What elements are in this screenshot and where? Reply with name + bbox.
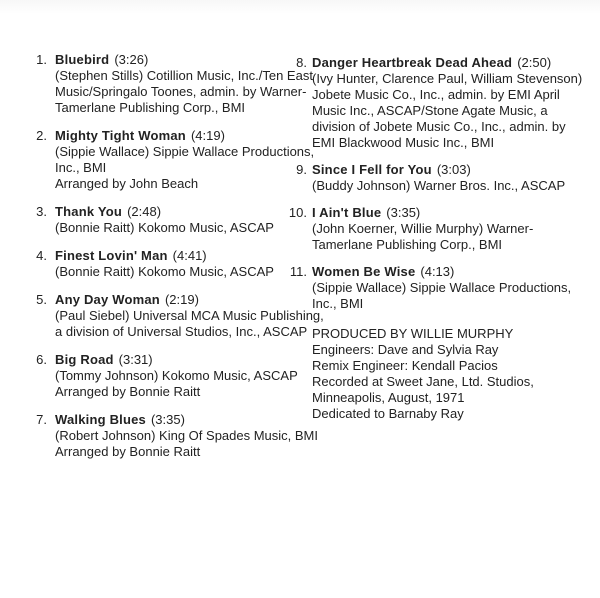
track-title: Big Road <box>55 352 114 367</box>
track-title: Since I Fell for You <box>312 162 432 177</box>
track-credit-line: EMI Blackwood Music Inc., BMI <box>312 135 495 150</box>
track-body <box>307 55 582 151</box>
track-credit-line: a division of Universal Studios, Inc., ASCAP <box>55 324 308 339</box>
track-credit-line: Arranged by John Beach <box>55 176 199 191</box>
track-credit-line: Inc., BMI <box>55 160 107 175</box>
track-number: 5. <box>36 292 47 307</box>
track-title-line <box>312 55 582 71</box>
track-item-6 <box>27 352 298 400</box>
track-title: Women Be Wise <box>312 264 416 279</box>
track-title-line <box>312 205 533 221</box>
track-number: 3. <box>36 204 47 219</box>
track-title: Finest Lovin' Man <box>55 248 168 263</box>
track-credit-line: Jobete Music Co., Inc., admin. by EMI April <box>312 87 560 102</box>
recorded-at-line: Recorded at Sweet Jane, Ltd. Studios, <box>312 374 534 389</box>
track-number: 9. <box>296 162 307 177</box>
track-duration: (4:13) <box>420 264 455 279</box>
track-title-line <box>55 128 314 144</box>
track-number: 2. <box>36 128 47 143</box>
track-item-4 <box>27 248 295 280</box>
track-item-11 <box>283 264 573 312</box>
track-credit-line: (Bonnie Raitt) Kokomo Music, ASCAP <box>55 220 274 235</box>
track-credit-line: Tamerlane Publishing Corp., BMI <box>312 237 503 252</box>
track-duration: (3:35) <box>386 205 421 220</box>
track-credit-line: division of Jobete Music Co., Inc., admin. by <box>312 119 566 134</box>
track-number: 8. <box>296 55 307 70</box>
track-number: 10. <box>288 205 307 220</box>
track-number: 7. <box>36 412 47 427</box>
track-title: Walking Blues <box>55 412 146 427</box>
track-credit-line: (Buddy Johnson) Warner Bros. Inc., ASCAP <box>312 178 566 193</box>
track-credit-line: (Sippie Wallace) Sippie Wallace Productions, <box>312 280 572 295</box>
track-credit-line: (Stephen Stills) Cotillion Music, Inc./Ten East <box>55 68 313 83</box>
track-number: 11. <box>289 264 307 279</box>
track-body <box>307 162 565 194</box>
track-duration: (4:19) <box>190 128 225 143</box>
track-title-line <box>312 162 565 178</box>
track-number: 1. <box>36 52 47 67</box>
track-title-line <box>55 352 298 368</box>
track-credit-line: Music/Springalo Toones, admin. by Warner- <box>55 84 307 99</box>
track-credit-line: Tamerlane Publishing Corp., BMI <box>55 100 246 115</box>
track-title-line <box>55 204 274 220</box>
track-body <box>47 352 298 400</box>
track-title-line <box>55 412 318 428</box>
track-credit-line: (Tommy Johnson) Kokomo Music, ASCAP <box>55 368 298 383</box>
track-title: Mighty Tight Woman <box>55 128 186 143</box>
track-body <box>47 204 274 236</box>
track-duration: (3:35) <box>150 412 185 427</box>
track-item-9 <box>283 162 573 194</box>
track-body <box>307 205 533 253</box>
track-credit-line: (Ivy Hunter, Clarence Paul, William Stevenson) <box>312 71 583 86</box>
track-title: Bluebird <box>55 52 110 67</box>
track-item-3 <box>27 204 295 236</box>
track-title: I Ain't Blue <box>312 205 382 220</box>
track-body <box>47 248 274 280</box>
track-title-line <box>55 248 274 264</box>
track-credit-line: (John Koerner, Willie Murphy) Warner- <box>312 221 534 236</box>
produced-by-line: PRODUCED BY WILLIE MURPHY <box>312 326 514 341</box>
track-credit-line: (Sippie Wallace) Sippie Wallace Productions, <box>55 144 315 159</box>
track-duration: (3:03) <box>436 162 471 177</box>
track-title: Thank You <box>55 204 123 219</box>
track-title: Any Day Woman <box>55 292 160 307</box>
track-title-line <box>312 264 571 280</box>
track-number: 6. <box>36 352 47 367</box>
track-item-1 <box>27 52 313 116</box>
track-body <box>47 128 314 192</box>
track-credit-line: (Paul Siebel) Universal MCA Music Publishing, <box>55 308 324 323</box>
track-duration: (2:48) <box>127 204 162 219</box>
track-credit-line: Arranged by Bonnie Raitt <box>55 384 201 399</box>
track-duration: (3:26) <box>114 52 149 67</box>
track-title-line <box>55 52 313 68</box>
engineers-line: Engineers: Dave and Sylvia Ray <box>312 342 499 357</box>
track-duration: (2:50) <box>517 55 552 70</box>
dedication-line: Dedicated to Barnaby Ray <box>312 406 464 421</box>
track-list-right-column <box>283 55 583 422</box>
track-body <box>47 52 313 116</box>
remix-engineer-line: Remix Engineer: Kendall Pacios <box>312 358 498 373</box>
track-credit-line: (Robert Johnson) King Of Spades Music, BMI <box>55 428 319 443</box>
track-duration: (2:19) <box>164 292 199 307</box>
production-credits <box>312 326 573 422</box>
track-item-5 <box>27 292 324 340</box>
track-item-8 <box>283 55 583 151</box>
track-credit-line: Music Inc., ASCAP/Stone Agate Music, a <box>312 103 548 118</box>
recorded-location-line: Minneapolis, August, 1971 <box>312 390 465 405</box>
track-duration: (3:31) <box>118 352 153 367</box>
track-body <box>47 412 318 460</box>
track-item-10 <box>283 205 573 253</box>
track-title: Danger Heartbreak Dead Ahead <box>312 55 513 70</box>
track-number: 4. <box>36 248 47 263</box>
track-credit-line: Arranged by Bonnie Raitt <box>55 444 201 459</box>
track-credit-line: Inc., BMI <box>312 296 364 311</box>
track-credit-line: (Bonnie Raitt) Kokomo Music, ASCAP <box>55 264 274 279</box>
track-duration: (4:41) <box>172 248 207 263</box>
track-item-2 <box>27 128 315 192</box>
track-body <box>307 264 571 312</box>
track-item-7 <box>27 412 319 460</box>
